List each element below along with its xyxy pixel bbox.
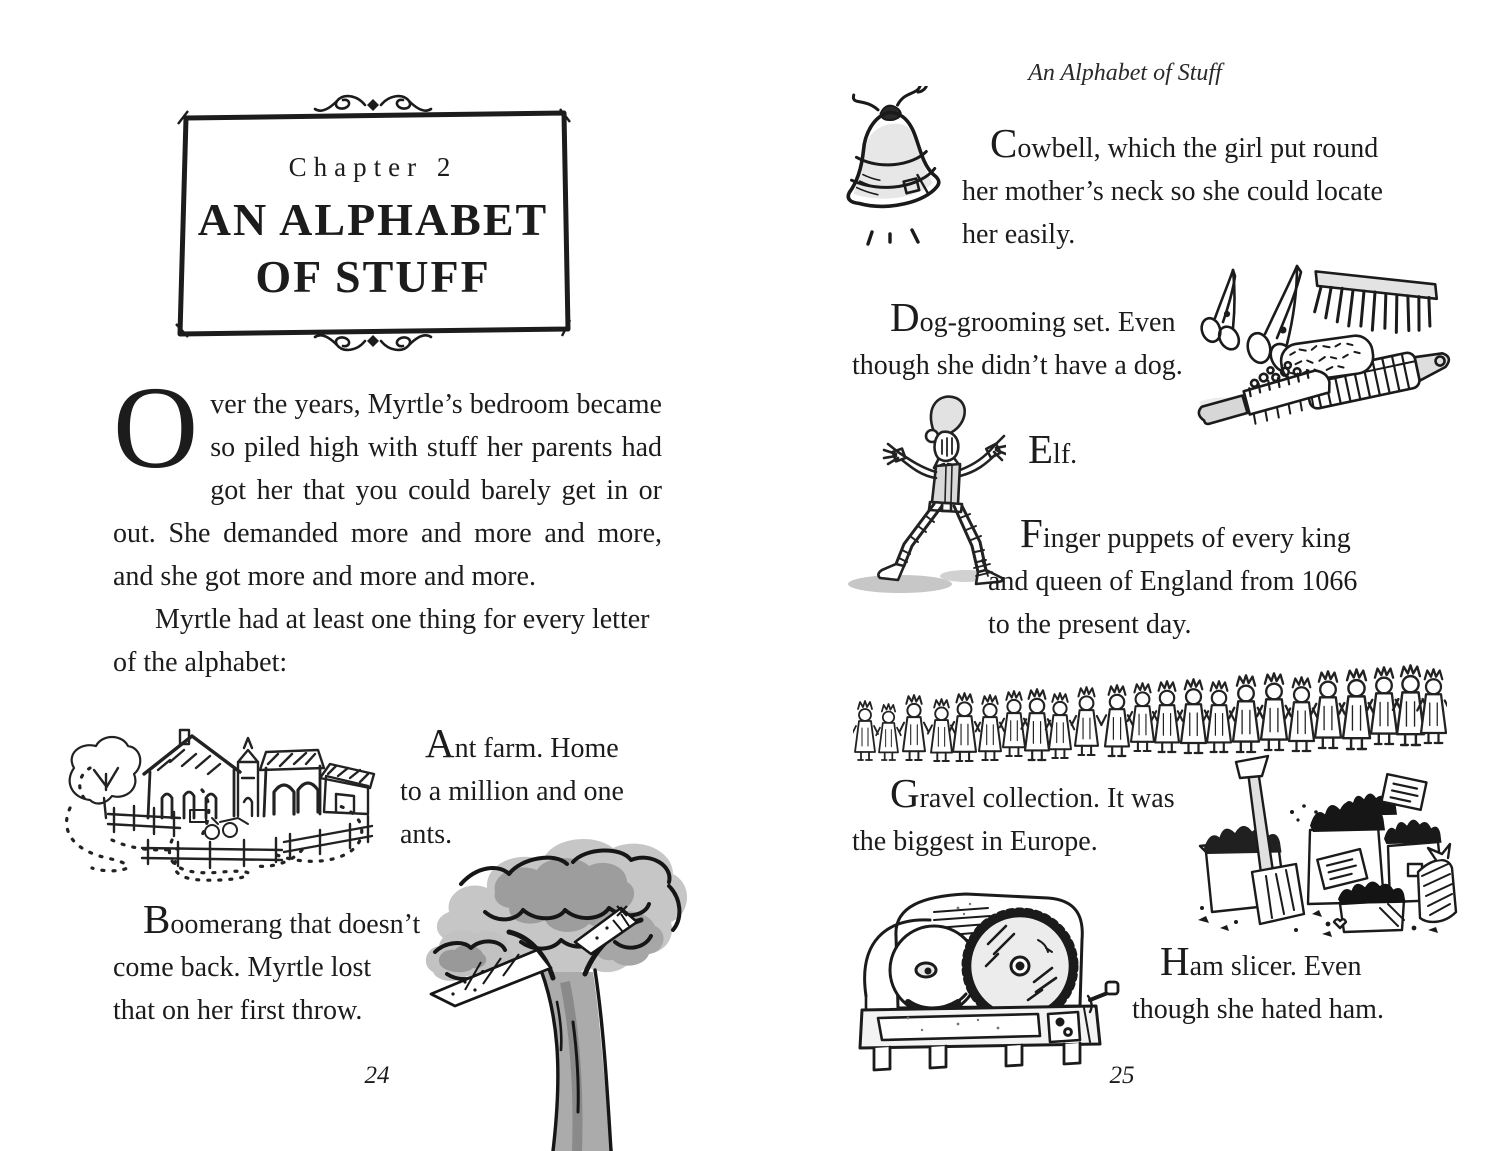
drop-cap-letter: O [113, 362, 199, 493]
entry-a-text: nt farm. Home to a million and one ants. [400, 733, 624, 850]
entry-b-initial: B [143, 896, 171, 942]
page-number-right: 25 [1109, 1062, 1135, 1089]
entry-a-initial: A [425, 720, 455, 766]
tree-with-boomerang-illustration [425, 822, 697, 1151]
page-number-left: 24 [364, 1062, 390, 1089]
entry-ham-slicer [1132, 940, 1432, 1031]
entry-gravel [852, 772, 1192, 863]
gravel-collection-illustration [1192, 752, 1458, 940]
finger-puppets-illustration [853, 622, 1447, 770]
entry-cowbell [962, 122, 1407, 256]
entry-d-text: og-grooming set. Even though she didn’t have a dog. [852, 307, 1183, 381]
entry-c-text: owbell, which the girl put round her mother’s neck so she could locate her easily. [962, 133, 1383, 250]
entry-boomerang [113, 898, 443, 1032]
entry-f-initial: F [1020, 510, 1043, 556]
ant-farm-illustration [52, 690, 382, 885]
entry-d-initial: D [890, 294, 920, 340]
entry-e-text: lf. [1053, 439, 1078, 470]
entry-e-initial: E [1028, 426, 1054, 472]
entry-elf [1028, 428, 1077, 476]
chapter-title-line1: AN ALPHABET [197, 194, 549, 245]
dog-grooming-set-illustration [1195, 252, 1453, 448]
cowbell-illustration [820, 86, 970, 266]
entry-g-text: ravel collection. It was the biggest in Europe. [852, 783, 1175, 857]
entry-h-text: am slicer. Even though she hated ham. [1132, 951, 1384, 1025]
chapter-title-box [170, 106, 576, 340]
entry-b-text: oomerang that doesn’t come back. Myrtle lost that on her first throw. [113, 909, 421, 1026]
opening-paragraph [113, 362, 662, 598]
elf-illustration [838, 388, 1006, 600]
opening-paragraph-text: ver the years, Myrtle’s bedroom became so piled high with stuff her parents had got her that you could barely get in or out. She demanded more and more and more, and she got more and more and more. [113, 389, 662, 592]
running-header: An Alphabet of Stuff [1028, 60, 1222, 86]
chapter-label: Chapter 2 [288, 152, 458, 182]
second-paragraph: Myrtle had at least one thing for every letter of the alphabet: [113, 604, 650, 678]
entry-g-initial: G [890, 770, 920, 816]
entry-f-text: inger puppets of every king and queen of England from 1066 to the present day. [988, 523, 1358, 640]
entry-dog-grooming [852, 296, 1222, 387]
entry-c-initial: C [990, 120, 1018, 166]
ham-slicer-illustration [838, 878, 1120, 1084]
entry-h-initial: H [1160, 938, 1190, 984]
chapter-title-line2: OF STUFF [255, 251, 491, 302]
